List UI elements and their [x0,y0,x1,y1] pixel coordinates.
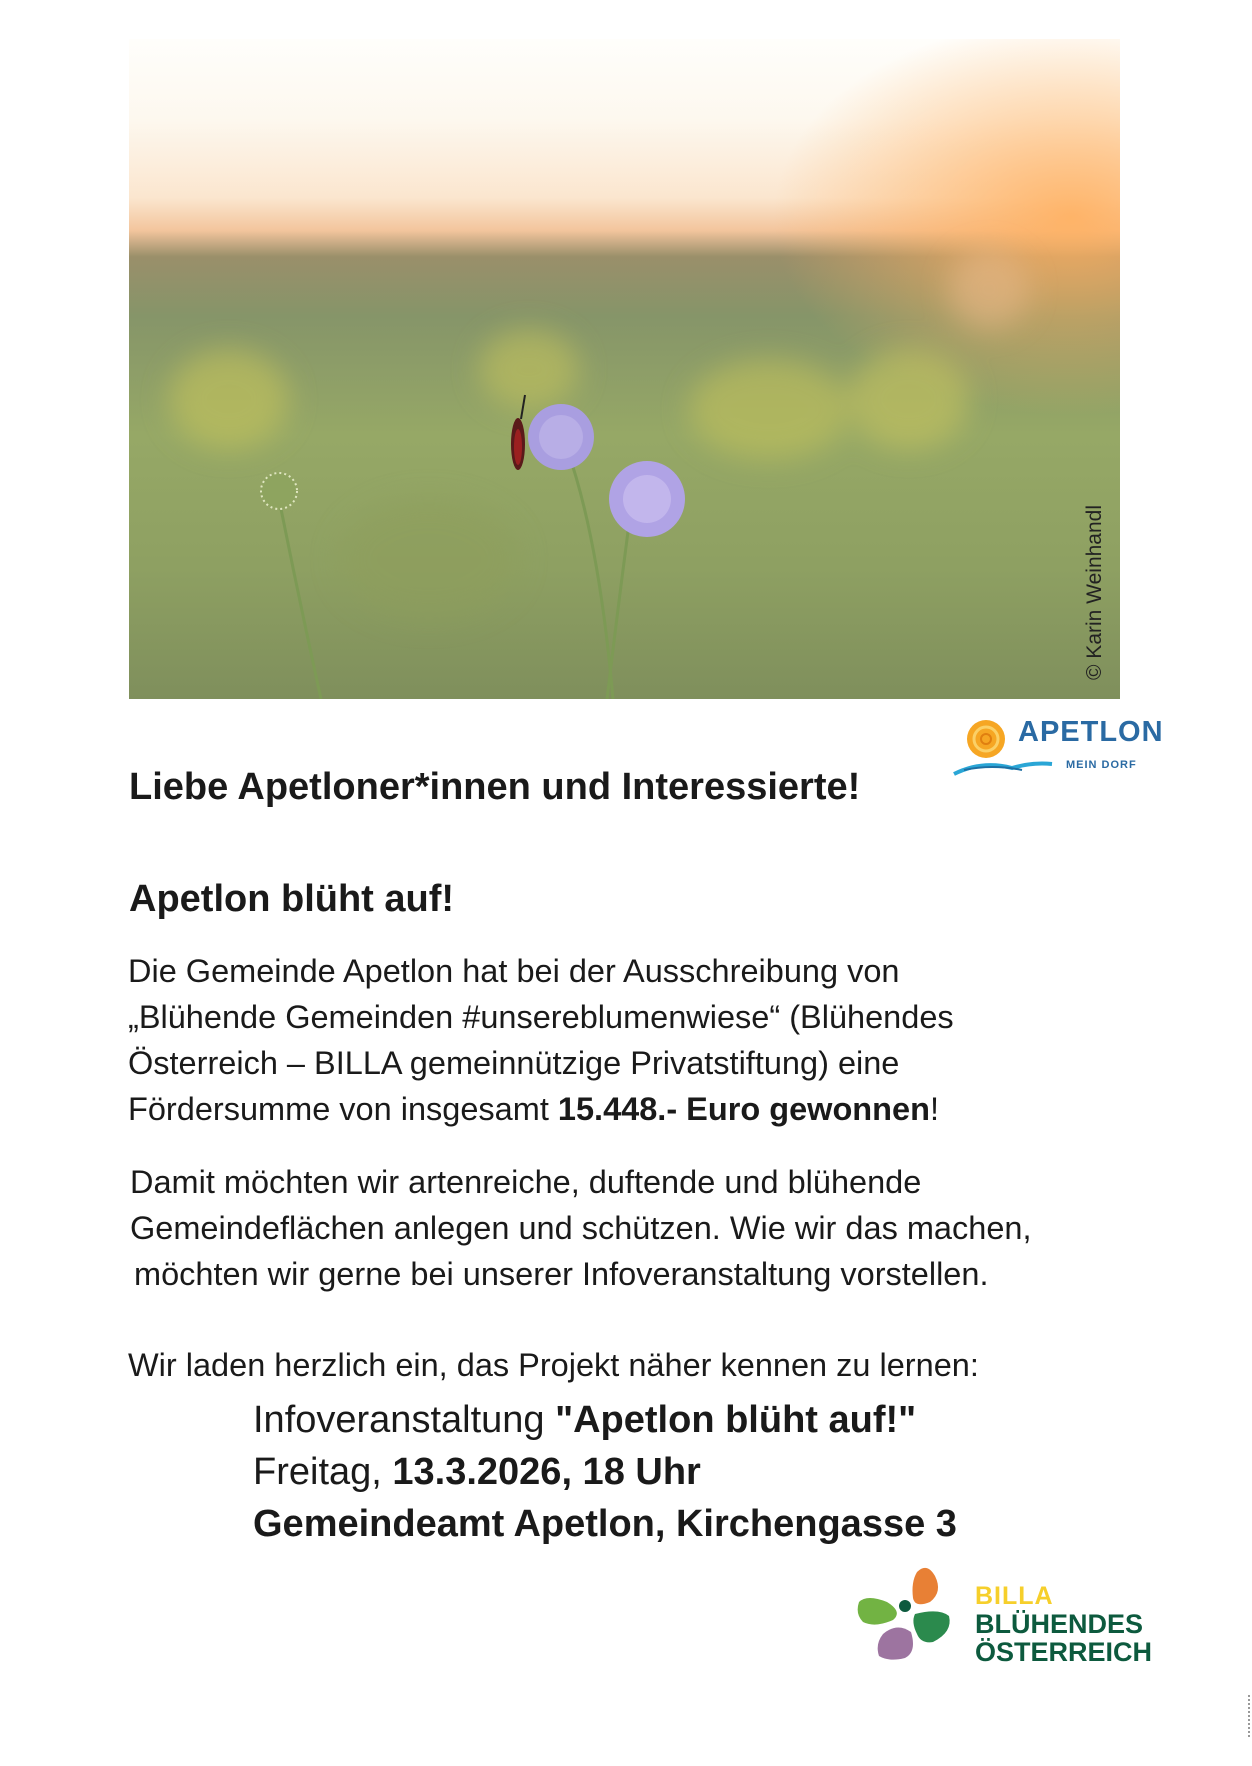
flower-logo-icon [855,1562,970,1682]
apetlon-logo [952,712,1164,782]
text: Freitag, [253,1451,393,1493]
page-edge-marker [1248,1695,1252,1737]
text: ÖSTERREICH [975,1637,1153,1667]
text: Infoveranstaltung [253,1399,556,1441]
paragraph-funding [128,948,954,1132]
event-title [253,1394,957,1446]
paragraph-line: „Blühende Gemeinden #unsereblumenwiese“ (Blühendes [128,999,954,1035]
billa-wordmark: BILLA [975,1582,1054,1610]
paragraph-line: Damit möchten wir artenreiche, duftende und blühende [130,1164,922,1200]
paragraph-line: Österreich – BILLA gemeinnützige Privatstiftung) eine [128,1045,900,1081]
event-name: "Apetlon blüht auf!" [555,1399,917,1441]
apetlon-logo-name: APETLON [1018,716,1164,748]
paragraph-line: Die Gemeinde Apetlon hat bei der Ausschreibung von [128,953,900,989]
event-datetime: 13.3.2026, 18 Uhr [392,1451,701,1493]
flower-bud [261,473,297,509]
event-location [253,1498,957,1550]
event-date [253,1446,957,1498]
text: ! [929,1091,939,1127]
photo-credit: © Karin Weinhandl [1083,504,1106,680]
event-address: Gemeindeamt Apetlon, Kirchengasse 3 [253,1503,957,1545]
headline: Apetlon blüht auf! [129,878,455,920]
event-block [253,1394,957,1550]
apetlon-logo-tagline: MEIN DORF [1066,759,1137,771]
scabious-flower-1 [528,404,594,470]
text: BLÜHENDES [975,1609,1144,1639]
meadow-flower-photo [129,39,1120,699]
invitation: Wir laden herzlich ein, das Projekt näher kennen zu lernen: [128,1347,979,1383]
bluehendes-oesterreich-wordmark [975,1610,1152,1666]
funding-amount: 15.448.- Euro gewonnen [557,1091,930,1127]
paragraph-plans [130,1159,1032,1297]
greeting: Liebe Apetloner*innen und Interessierte! [129,766,861,808]
paragraph-line: Gemeindeflächen anlegen und schützen. Wie wir das machen, [130,1210,1032,1246]
text: Fördersumme von insgesamt [128,1091,558,1127]
scabious-flower-2 [609,461,685,537]
paragraph-line [128,1086,954,1132]
billa-bluehendes-oesterreich-logo [855,1562,1160,1682]
paragraph-line: möchten wir gerne bei unserer Infoveranstaltung vorstellen. [134,1256,989,1292]
